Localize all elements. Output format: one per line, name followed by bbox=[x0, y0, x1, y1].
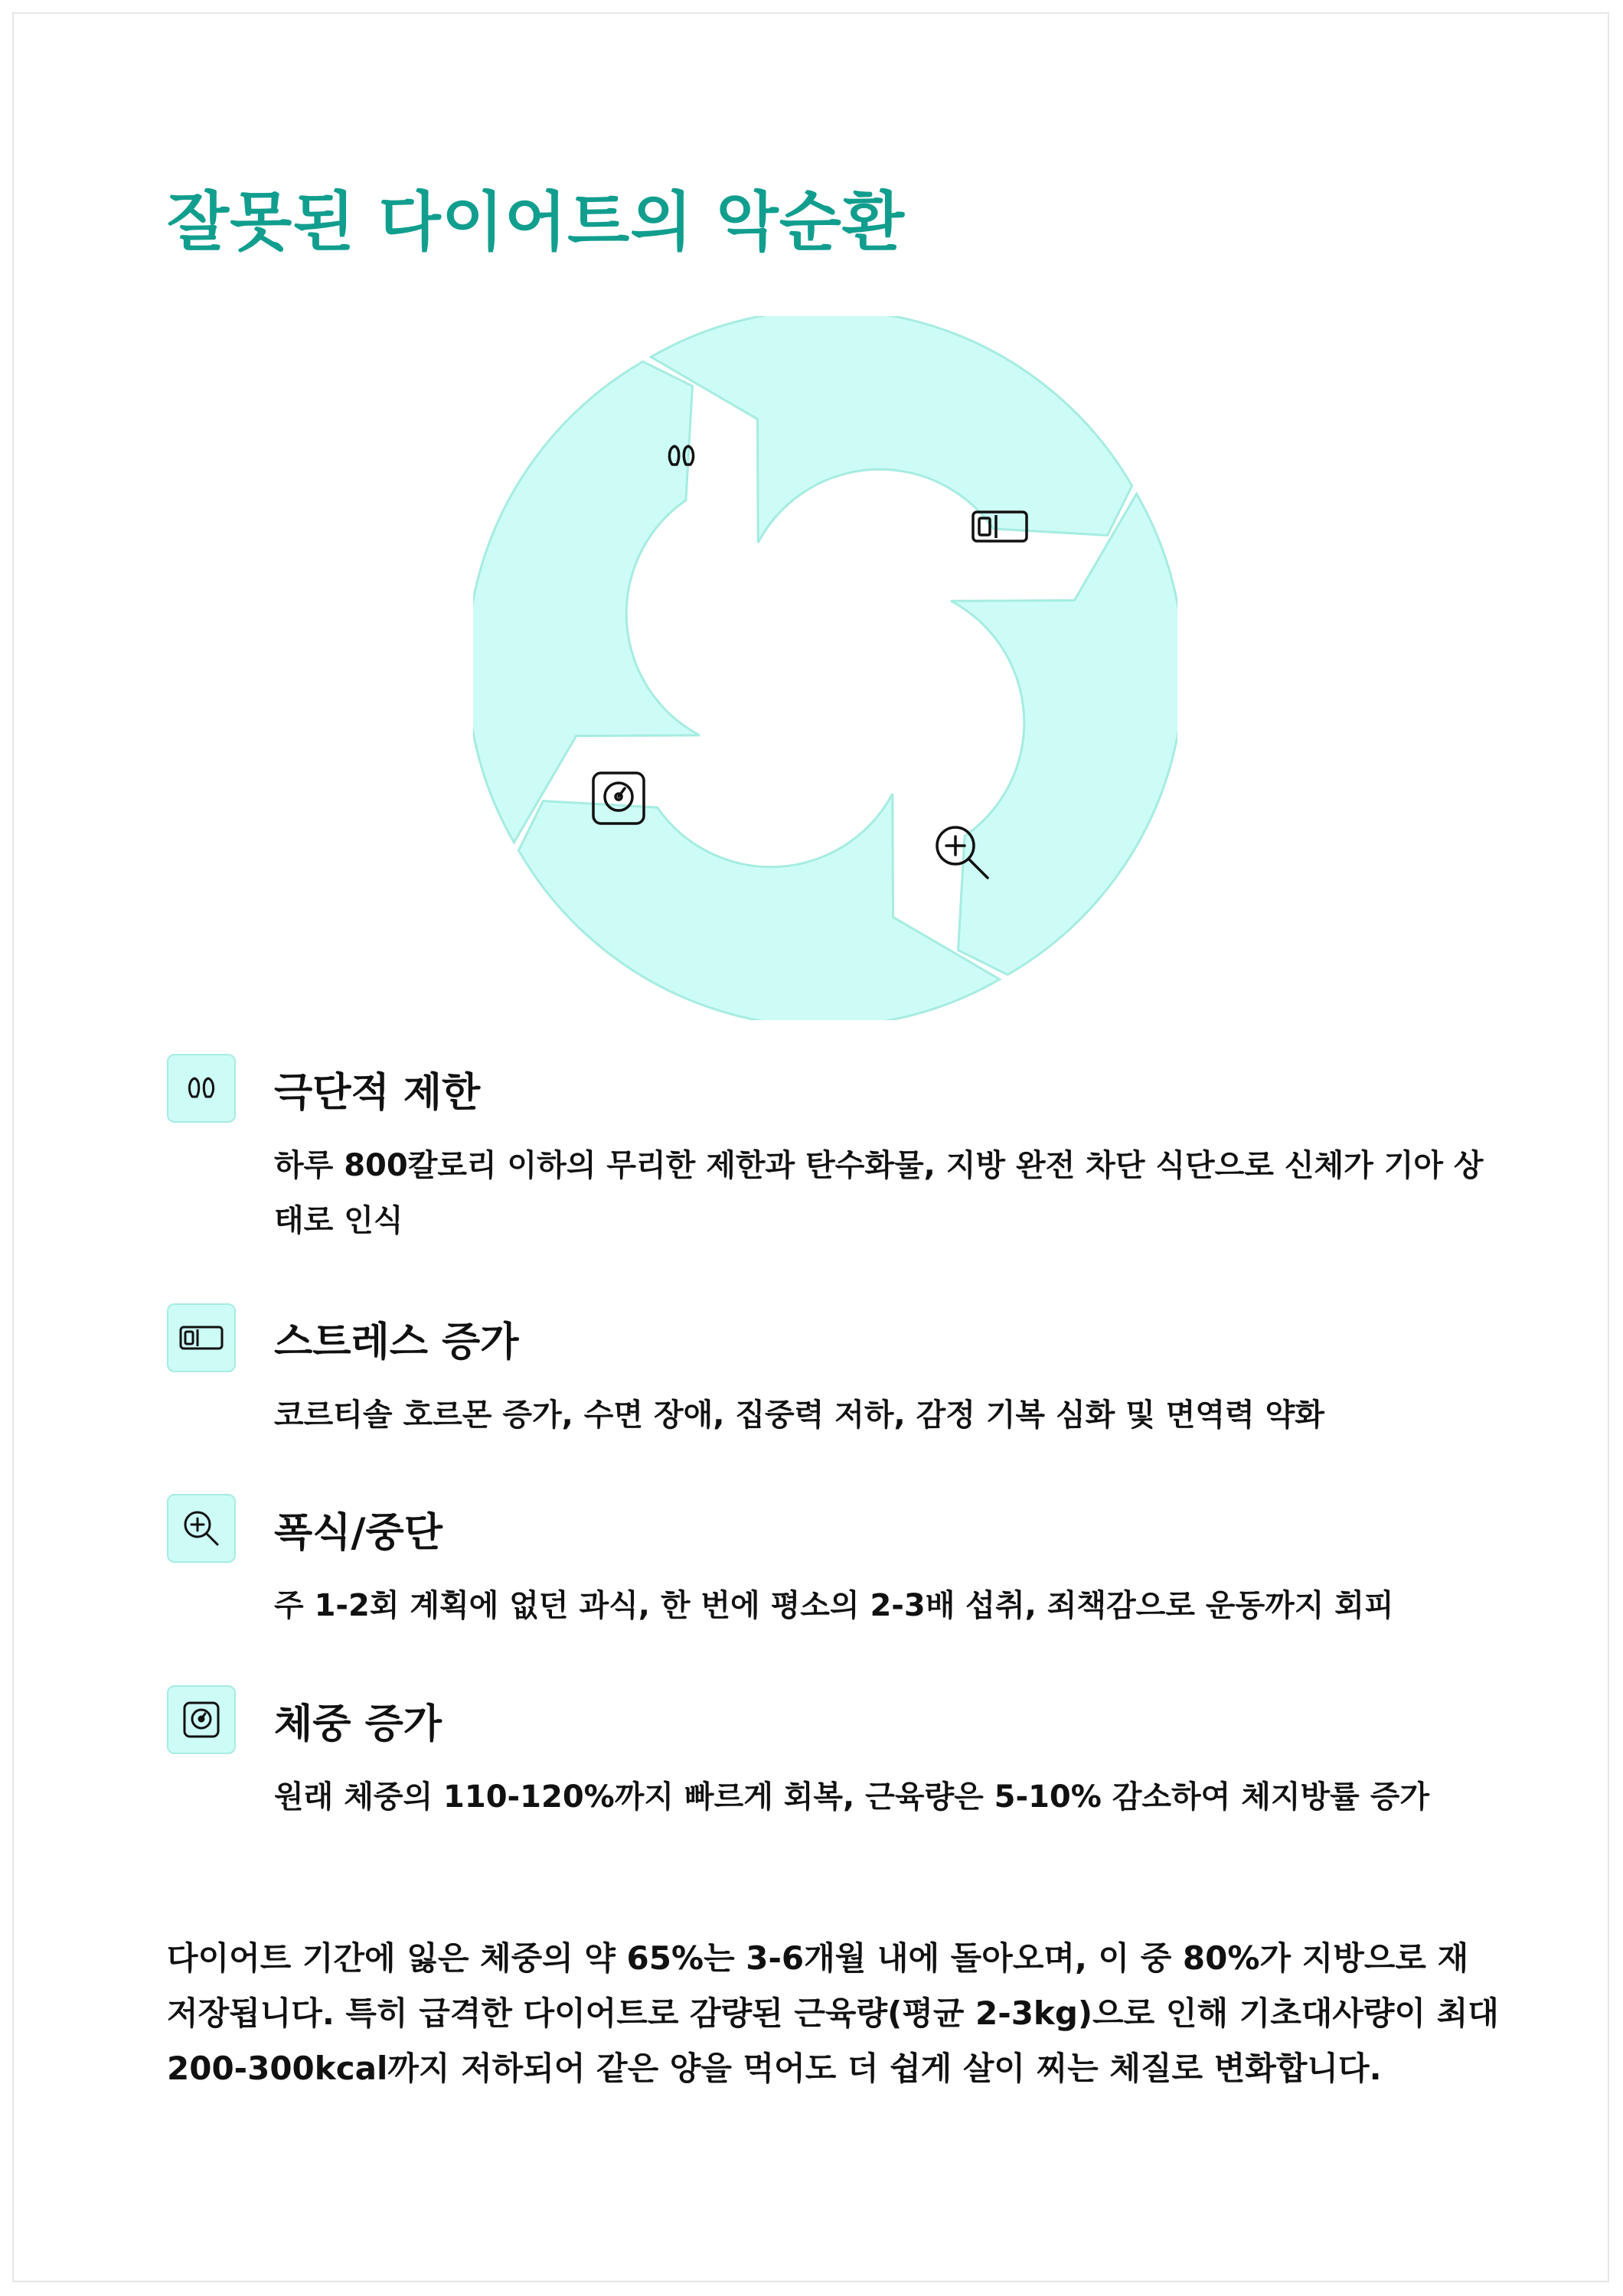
step-description: 주 1-2회 계획에 없던 과식, 한 번에 평소의 2-3배 섭취, 죄책감으로 운동까지 회피 bbox=[274, 1588, 1394, 1623]
footprints-icon bbox=[185, 1075, 218, 1101]
document-page bbox=[12, 12, 1609, 2282]
step-description: 하루 800칼로리 이하의 무리한 제한과 탄수화물, 지방 완전 차단 식단으로 신체가 기아 상태로 인식 bbox=[274, 1148, 1484, 1238]
step-description: 코르티솔 호르몬 증가, 수면 장애, 집중력 저하, 감정 기복 심화 및 면역력 약화 bbox=[274, 1397, 1324, 1433]
battery-low-icon bbox=[178, 1323, 224, 1352]
zoom-in-icon bbox=[181, 1508, 221, 1548]
summary-paragraph: 다이어트 기간에 잃은 체중의 약 65%는 3-6개월 내에 돌아오며, 이 중 80%가 지방으로 재저장됩니다. 특히 급격한 다이어트로 감량된 근육량(평균 2-3kg)으로 인해 기초대사량이 최대 200-300kcal까지 저하되어 같은 양을 먹어도 더 쉽게 살이 찌는 체질로 변화합니다. bbox=[167, 1939, 1499, 2087]
zoom-in-badge bbox=[167, 1494, 236, 1563]
step-title: 극단적 제한 bbox=[274, 1070, 481, 1116]
step-description: 원래 체중의 110-120%까지 빠르게 회복, 근육량은 5-10% 감소하여 체지방률 증가 bbox=[274, 1779, 1430, 1815]
scale-badge bbox=[167, 1685, 236, 1754]
step-title: 폭식/중단 bbox=[274, 1510, 442, 1556]
footprints-badge bbox=[167, 1054, 236, 1123]
step-title: 스트레스 증가 bbox=[274, 1319, 519, 1365]
page-title: 잘못된 다이어트의 악순환 bbox=[167, 184, 906, 259]
cycle-diagram bbox=[473, 316, 1177, 1020]
step-title: 체중 증가 bbox=[274, 1701, 442, 1747]
battery-badge bbox=[167, 1303, 236, 1372]
scale-icon bbox=[181, 1700, 221, 1740]
